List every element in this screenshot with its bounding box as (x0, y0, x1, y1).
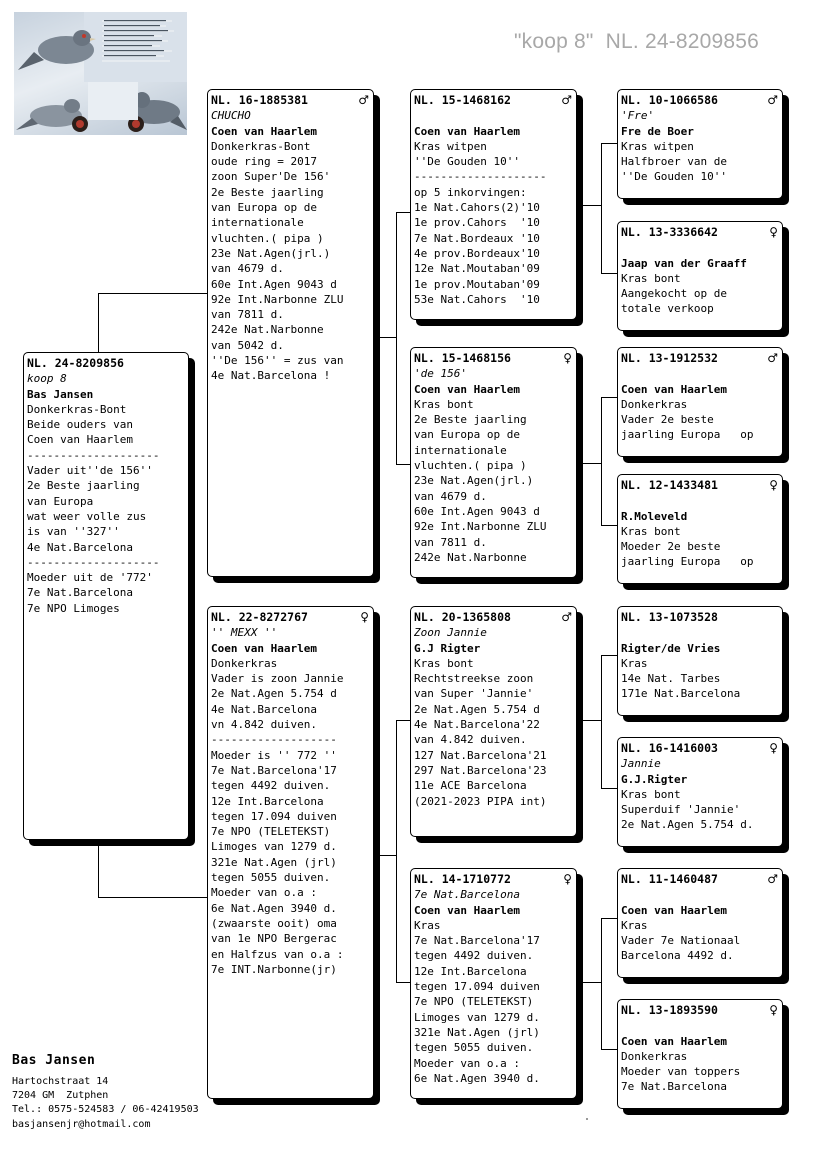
connector-line (601, 918, 617, 919)
male-symbol-icon: ♂ (767, 93, 778, 107)
card-text-line: en Halfzus van o.a : (211, 947, 344, 961)
card-text-line: ''De Gouden 10'' (621, 170, 727, 184)
card-text-line: 2e Nat.Agen 5.754 d (414, 702, 540, 716)
breeder-name: Coen van Haarlem (414, 124, 520, 138)
connector-line (582, 720, 601, 721)
pigeon-name: Zoon Jannie (414, 626, 487, 640)
card-text-line: 7e Nat.Barcelona (27, 586, 133, 600)
card-text-line: tegen 5055 duiven. (211, 871, 331, 885)
card-text-line: Donkerkras (211, 656, 278, 670)
connector-line (375, 855, 396, 856)
card-text-line: tegen 5055 duiven. (414, 1041, 534, 1055)
card-text-line: 7e Nat.Barcelona'17 (211, 763, 337, 777)
connector-line (396, 720, 410, 721)
card-text-line: 11e ACE Barcelona (414, 779, 527, 793)
female-symbol-icon: ♀ (769, 741, 778, 755)
ring-number: NL. 16-1416003 (621, 741, 718, 755)
pigeon-bottom-left-icon (16, 99, 88, 132)
connector-line (601, 397, 617, 398)
card-text-line: 60e Int.Agen 9043 d (211, 277, 337, 291)
connector-line (601, 525, 617, 526)
card-text-line: -------------------- (414, 170, 547, 184)
breeder-contact (12, 1052, 199, 1132)
pigeon-name: 'de 156' (414, 367, 467, 381)
female-symbol-icon: ♀ (563, 872, 572, 886)
female-symbol-icon: ♀ (769, 1003, 778, 1017)
card-text-line: 4e Nat.Barcelona (27, 540, 133, 554)
connector-line (601, 918, 602, 1049)
ring-number: NL. 13-1073528 (621, 610, 718, 624)
card-text-line: van Europa (27, 494, 94, 508)
card-text-line: van Europa op de (211, 201, 317, 215)
card-text-line: Vader uit''de 156'' (27, 464, 153, 478)
connector-line (601, 143, 617, 144)
pedigree-card-fm-sire (617, 347, 783, 457)
card-text-line: 12e Int.Barcelona (211, 794, 324, 808)
card-text-line: van 7811 d. (414, 535, 487, 549)
card-text-line: 23e Nat.Agen(jrl.) (414, 474, 534, 488)
card-text-line: 4e Nat.Barcelona'22 (414, 718, 540, 732)
ring-number: NL. 15-1468162 (414, 93, 511, 107)
card-text-line: Barcelona 4492 d. (621, 949, 734, 963)
card-text-line: van 4679 d. (414, 489, 487, 503)
pedigree-card-mf-dam (617, 737, 783, 847)
breeder-name: Coen van Haarlem (621, 903, 727, 917)
card-text-line: totale verkoop (621, 302, 714, 316)
connector-line (601, 143, 602, 273)
card-text-line: Kras (621, 656, 648, 670)
card-text-line: 2e Nat.Agen 5.754 d. (621, 818, 754, 832)
pigeon-name (621, 366, 778, 381)
connector-line (582, 205, 601, 206)
card-text-line: van 7811 d. (211, 308, 284, 322)
connector-line (98, 842, 99, 897)
card-text-line: (2021-2023 PIPA int) (414, 794, 547, 808)
female-symbol-icon: ♀ (563, 351, 572, 365)
connector-line (396, 464, 410, 465)
card-text-line: van 4.842 duiven. (414, 733, 527, 747)
pedigree-card-subject (23, 352, 189, 840)
pedigree-card-father-sire (410, 89, 577, 320)
card-text-line: Kras (414, 918, 441, 932)
card-text-line: vluchten.( pipa ) (211, 231, 324, 245)
card-text-line: 1e prov.Moutaban'09 (414, 277, 540, 291)
card-text-line: 53e Nat.Cahors '10 (414, 292, 540, 306)
card-text-line: 2e Beste jaarling (211, 185, 324, 199)
card-text-line: internationale (211, 216, 304, 230)
pedigree-card-father-dam (410, 347, 577, 578)
card-text-line: 6e Nat.Agen 3940 d. (211, 901, 337, 915)
connector-line (375, 337, 396, 338)
pedigree-card-ff-dam (617, 221, 783, 331)
card-header (621, 93, 778, 108)
card-text-line: van Super 'Jannie' (414, 687, 534, 701)
breeder-name: Bas Jansen (12, 1053, 96, 1068)
card-header (414, 872, 572, 887)
card-text-line: ''De Gouden 10'' (414, 155, 520, 169)
card-text-line: 7e Nat.Bordeaux '10 (414, 231, 540, 245)
card-text-line: 7e Nat.Barcelona (621, 1080, 727, 1094)
card-text-line: Aangekocht op de (621, 287, 727, 301)
card-text-line: Moeder uit de '772' (27, 571, 153, 585)
card-header (211, 610, 369, 625)
card-text-line: 7e NPO Limoges (27, 601, 120, 615)
phone-line: Tel.: 0575-524583 / 06-42419503 (12, 1104, 199, 1116)
card-text-line: vluchten.( pipa ) (414, 459, 527, 473)
connector-line (582, 982, 601, 983)
pedigree-card-mf-sire (617, 606, 783, 716)
card-text-line: op 5 inkorvingen: (414, 185, 527, 199)
connector-line (98, 293, 99, 354)
pedigree-card-father (207, 89, 374, 577)
ring-number: NL. 10-1066586 (621, 93, 718, 107)
connector-line (98, 897, 207, 898)
breeder-name: R.Moleveld (621, 509, 688, 523)
ring-number: NL. 12-1433481 (621, 478, 718, 492)
card-header (414, 93, 572, 108)
breeder-name: G.J.Rigter (621, 772, 688, 786)
ring-number: NL. 13-1912532 (621, 351, 718, 365)
card-text-line: 60e Int.Agen 9043 d (414, 504, 540, 518)
card-header (621, 478, 778, 493)
card-text-line: 171e Nat.Barcelona (621, 687, 741, 701)
card-text-line: Kras bont (621, 524, 681, 538)
card-text-line: Moeder van toppers (621, 1065, 741, 1079)
card-text-line: 4e Nat.Barcelona ! (211, 369, 331, 383)
breeder-name: Fre de Boer (621, 124, 694, 138)
card-text-line: 7e INT.Narbonne(jr) (211, 962, 337, 976)
breeder-name: Coen van Haarlem (414, 903, 520, 917)
connector-line (396, 212, 410, 213)
pigeon-photo-collage (14, 12, 187, 135)
card-text-line: 7e Nat.Barcelona'17 (414, 934, 540, 948)
breeder-name: Coen van Haarlem (414, 382, 520, 396)
female-symbol-icon: ♀ (769, 225, 778, 239)
pigeon-name: 'Fre' (621, 109, 655, 123)
card-header (621, 872, 778, 887)
card-text-line: is van ''327'' (27, 525, 120, 539)
female-symbol-icon: ♀ (360, 610, 369, 624)
card-text-line: 6e Nat.Agen 3940 d. (414, 1071, 540, 1085)
card-text-line: 92e Int.Narbonne ZLU (211, 292, 344, 306)
card-text-line: Coen van Haarlem (27, 433, 133, 447)
male-symbol-icon: ♂ (561, 610, 572, 624)
card-text-line: Kras bont (414, 656, 474, 670)
connector-line (601, 788, 617, 789)
card-text-line: tegen 17.094 duiven (211, 809, 337, 823)
card-text-line: jaarling Europa op (621, 555, 754, 569)
connector-line (601, 273, 617, 274)
card-text-line: Moeder van o.a : (211, 886, 317, 900)
pedigree-card-mm-sire (617, 868, 783, 978)
ring-number: NL. 11-1460487 (621, 872, 718, 886)
card-text-line: zoon Super'De 156' (211, 170, 331, 184)
connector-line (601, 655, 602, 788)
card-text-line: 4e Nat.Barcelona (211, 702, 317, 716)
postcode-line: 7204 GM Zutphen (12, 1090, 109, 1102)
male-symbol-icon: ♂ (358, 93, 369, 107)
connector-line (601, 1049, 617, 1050)
pigeon-name: koop 8 (27, 372, 67, 386)
card-header (414, 351, 572, 366)
card-text-line: vn 4.842 duiven. (211, 718, 317, 732)
card-header (621, 351, 778, 366)
card-text-line: -------------------- (27, 555, 160, 569)
pigeon-name: Jannie (621, 757, 661, 771)
card-text-line: 1e prov.Cahors '10 (414, 216, 540, 230)
pigeon-name (621, 240, 778, 255)
pigeon-name (621, 1018, 778, 1033)
card-text-line: ''De 156'' = zus van (211, 354, 344, 368)
card-text-line: jaarling Europa op (621, 428, 754, 442)
card-text-line: oude ring = 2017 (211, 155, 317, 169)
card-text-line: Moeder 2e beste (621, 540, 721, 554)
card-text-line: 297 Nat.Barcelona'23 (414, 763, 547, 777)
pedigree-card-ff-sire (617, 89, 783, 199)
connector-line (98, 293, 207, 294)
card-text-line: (zwaarste ooit) oma (211, 916, 337, 930)
pedigree-card-mother (207, 606, 374, 1099)
card-text-line: van 5042 d. (211, 338, 284, 352)
card-text-line: Donkerkras-Bont (27, 402, 127, 416)
card-text-line: wat weer volle zus (27, 509, 147, 523)
pedigree-card-mm-dam (617, 999, 783, 1109)
page-title: "koop 8" NL. 24-8209856 (514, 30, 760, 53)
pedigree-card-mother-sire (410, 606, 577, 837)
ring-number: NL. 22-8272767 (211, 610, 308, 624)
ring-number: NL. 20-1365808 (414, 610, 511, 624)
pigeon-name: 7e Nat.Barcelona (414, 888, 520, 902)
card-text-line: 7e NPO (TELETEKST) (211, 825, 331, 839)
card-text-line: Moeder van o.a : (414, 1056, 520, 1070)
card-text-line: 7e NPO (TELETEKST) (414, 995, 534, 1009)
ring-number: NL. 16-1885381 (211, 93, 308, 107)
card-text-line: 92e Int.Narbonne ZLU (414, 520, 547, 534)
card-text-line: van Europa op de (414, 428, 520, 442)
ring-number: NL. 15-1468156 (414, 351, 511, 365)
ring-number: NL. 14-1710772 (414, 872, 511, 886)
card-text-line: 2e Beste jaarling (27, 479, 140, 493)
connector-line (582, 463, 601, 464)
card-text-line: Vader 7e Nationaal (621, 934, 741, 948)
pigeon-name (621, 625, 778, 640)
card-header (621, 610, 778, 625)
ring-number: NL. 13-3336642 (621, 225, 718, 239)
card-text-line: van 1e NPO Bergerac (211, 932, 337, 946)
connector-line (396, 720, 397, 982)
address-line: Hartochstraat 14 (12, 1076, 109, 1087)
email-line: basjansenjr@hotmail.com (12, 1118, 151, 1130)
breeder-name: Bas Jansen (27, 387, 94, 401)
card-header (414, 610, 572, 625)
connector-line (601, 397, 602, 525)
card-text-line: internationale (414, 443, 507, 457)
card-text-line: Kras (621, 918, 648, 932)
card-text-line: Kras bont (414, 397, 474, 411)
card-text-line: Kras witpen (414, 139, 487, 153)
card-header (211, 93, 369, 108)
breeder-name: Coen van Haarlem (621, 1034, 727, 1048)
card-text-line: 23e Nat.Agen(jrl.) (211, 246, 331, 260)
card-text-line: 127 Nat.Barcelona'21 (414, 748, 547, 762)
card-header (621, 1003, 778, 1018)
pigeon-name (414, 108, 572, 123)
card-text-line: 12e Nat.Moutaban'09 (414, 262, 540, 276)
pigeon-name (621, 887, 778, 902)
card-text-line: Halfbroer van de (621, 155, 727, 169)
card-text-line: Vader 2e beste (621, 413, 714, 427)
card-header (621, 225, 778, 240)
card-text-line: 12e Int.Barcelona (414, 964, 527, 978)
card-text-line: 2e Beste jaarling (414, 413, 527, 427)
card-text-line: Rechtstreekse zoon (414, 672, 534, 686)
pigeon-name: CHUCHO (211, 109, 251, 123)
breeder-name: Coen van Haarlem (211, 641, 317, 655)
male-symbol-icon: ♂ (767, 872, 778, 886)
card-text-line: Beide ouders van (27, 418, 133, 432)
card-text-line: 321e Nat.Agen (jrl) (414, 1025, 540, 1039)
card-text-line: Donkerkras (621, 1049, 688, 1063)
breeder-name: G.J Rigter (414, 641, 481, 655)
card-text-line: tegen 17.094 duiven (414, 980, 540, 994)
breeder-name: Coen van Haarlem (621, 382, 727, 396)
ring-number: NL. 13-1893590 (621, 1003, 718, 1017)
breeder-name: Jaap van der Graaff (621, 256, 747, 270)
pigeon-name (621, 493, 778, 508)
pedigree-card-fm-dam (617, 474, 783, 584)
card-text-line: Kras witpen (621, 139, 694, 153)
connector-line (601, 655, 617, 656)
card-text-line: Moeder is '' 772 '' (211, 748, 337, 762)
card-text-line: 1e Nat.Cahors(2)'10 (414, 201, 540, 215)
pigeon-name: '' MEXX '' (211, 626, 278, 640)
breeder-name: Coen van Haarlem (211, 124, 317, 138)
card-text-line: tegen 4492 duiven. (414, 949, 534, 963)
card-text-line: ------------------- (211, 733, 337, 747)
card-text-line: -------------------- (27, 448, 160, 462)
card-text-line: Donkerkras (621, 397, 688, 411)
card-header (621, 741, 778, 756)
male-symbol-icon: ♂ (767, 351, 778, 365)
card-text-line: van 4679 d. (211, 262, 284, 276)
stray-dot (586, 1118, 588, 1120)
ring-number: NL. 24-8209856 (27, 356, 124, 370)
female-symbol-icon: ♀ (769, 478, 778, 492)
card-text-line: Kras bont (621, 787, 681, 801)
connector-line (396, 982, 410, 983)
card-text-line: 242e Nat.Narbonne (414, 550, 527, 564)
breeder-name: Rigter/de Vries (621, 641, 721, 655)
card-text-line: Kras bont (621, 271, 681, 285)
card-text-line: 242e Nat.Narbonne (211, 323, 324, 337)
card-text-line: Limoges van 1279 d. (211, 840, 337, 854)
pedigree-card-mother-dam (410, 868, 577, 1099)
card-text-line: 14e Nat. Tarbes (621, 672, 721, 686)
card-text-line: Superduif 'Jannie' (621, 803, 741, 817)
loft-logo-image (14, 12, 187, 135)
card-text-line: Limoges van 1279 d. (414, 1010, 540, 1024)
card-text-line: Vader is zoon Jannie (211, 672, 344, 686)
card-text-line: Donkerkras-Bont (211, 139, 311, 153)
male-symbol-icon: ♂ (561, 93, 572, 107)
card-text-line: 2e Nat.Agen 5.754 d (211, 687, 337, 701)
connector-line (396, 212, 397, 464)
card-text-line: 321e Nat.Agen (jrl) (211, 855, 337, 869)
card-header (27, 356, 184, 371)
card-text-line: 4e prov.Bordeaux'10 (414, 246, 540, 260)
card-text-line: tegen 4492 duiven. (211, 779, 331, 793)
